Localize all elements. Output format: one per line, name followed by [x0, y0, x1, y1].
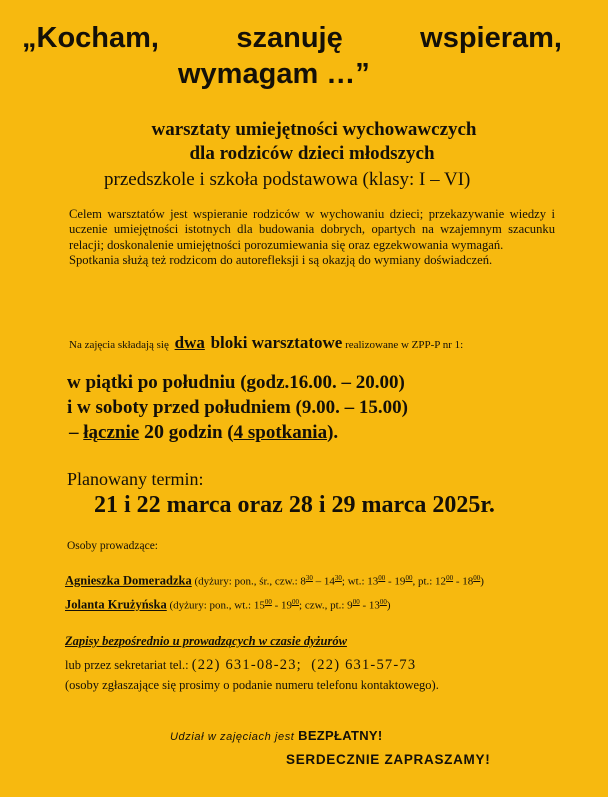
leader-1-hours: - 19 — [385, 575, 406, 588]
leader-2-name: Jolanta Krużyńska — [65, 597, 167, 612]
leader-1-hours: ) — [480, 575, 484, 588]
signup-phone-2: (22) 631-57-73 — [311, 657, 417, 673]
schedule-hours-number: 20 — [143, 421, 164, 443]
leader-2 — [65, 594, 391, 614]
leader-1-minute: 00 — [405, 574, 413, 582]
schedule-total-label: łącznie — [83, 422, 140, 443]
description-paragraph-1: Celem warsztatów jest wspieranie rodziców w wychowaniu dzieci; przekazywanie wiedzy i uczenie umiejętności istotnych dla budowania dobrych, opartych na wzajemnym szacunku relacji; doskonalenie umiejętności porozumiewania się oraz egzekwowania wymagań. — [69, 207, 555, 252]
leader-1-minute: 30 — [334, 574, 342, 582]
signup-heading: Zapisy bezpośrednio u prowadzących w czasie dyżurów — [65, 634, 347, 648]
leader-2-hours: ; czw., pt.: 9 — [299, 599, 353, 612]
subtitle-school-level: przedszkole i szkoła podstawowa (klasy: I – VI) — [104, 169, 471, 190]
schedule-hours-word: godzin ( — [163, 422, 234, 443]
leader-1-hours: (dyżury: pon., śr., czw.: 8 — [191, 575, 306, 588]
blocks-line — [69, 334, 463, 354]
schedule-saturdays: i w soboty przed południem (9.00. – 15.00) — [67, 397, 408, 418]
schedule-fridays: w piątki po południu (godz.16.00. – 20.00) — [67, 372, 405, 393]
free-badge: BEZPŁATNY! — [298, 728, 383, 743]
schedule-end: ). — [327, 422, 339, 443]
leader-1-hours: – 14 — [312, 575, 335, 588]
description — [69, 207, 555, 269]
leader-2-hours: - 13 — [359, 599, 380, 612]
leader-2-minute: 00 — [264, 598, 272, 606]
invitation: SERDECZNIE ZAPRASZAMY! — [286, 752, 491, 767]
leader-2-hours: - 19 — [271, 599, 293, 612]
title-word-wspieram: wspieram, — [420, 22, 562, 54]
leader-2-minute: 00 — [292, 598, 300, 606]
schedule-dash: – — [69, 422, 84, 443]
leader-2-minute: 00 — [352, 598, 360, 606]
leader-1-minute: 00 — [446, 574, 454, 582]
description-paragraph-2: Spotkania służą też rodzicom do autorefleksji i są okazją do wymiany doświadczeń. — [69, 253, 493, 268]
title-line-2: wymagam …” — [178, 58, 370, 90]
signup-phone-line — [65, 657, 416, 674]
leader-1-hours: ; wt.: 13 — [341, 575, 379, 588]
planned-dates: 21 i 22 marca oraz 28 i 29 marca 2025r. — [94, 492, 495, 518]
poster-title — [22, 20, 562, 92]
leader-2-hours: ) — [386, 599, 391, 612]
title-word-szanuje: szanuję — [236, 22, 343, 54]
signup-note: (osoby zgłaszające się prosimy o podanie numeru telefonu kontaktowego). — [65, 678, 439, 692]
leader-1-name: Agnieszka Domeradzka — [65, 573, 192, 588]
schedule — [67, 370, 408, 445]
leader-1-minute: 00 — [473, 574, 481, 582]
subtitle-audience: dla rodziców dzieci młodszych — [189, 143, 435, 164]
participation-line — [170, 728, 383, 743]
title-word-kocham: „Kocham, — [22, 22, 159, 54]
leader-2-hours: (dyżury: pon., wt.: 15 — [166, 599, 265, 612]
signup-phone-prefix: lub przez sekretariat tel.: — [65, 658, 192, 672]
schedule-total — [67, 420, 408, 445]
subtitle-workshops: warsztaty umiejętności wychowawczych — [151, 119, 477, 140]
planned-label: Planowany termin: — [67, 469, 204, 489]
leader-1 — [65, 570, 484, 590]
signup-phone-1: (22) 631-08-23; — [191, 657, 302, 673]
leader-1-hours: , pt.: 12 — [412, 575, 447, 588]
leaders-label: Osoby prowadzące: — [67, 540, 159, 552]
blocks-prefix: Na zajęcia składają się — [69, 339, 169, 351]
blocks-count: dwa — [174, 333, 205, 352]
leader-1-minute: 00 — [378, 574, 386, 582]
blocks-suffix: realizowane w ZPP-P nr 1: — [345, 339, 464, 351]
leader-1-hours: - 18 — [453, 575, 474, 588]
participation-text: Udział w zajęciach jest — [170, 731, 299, 743]
leader-1-minute: 30 — [305, 574, 313, 582]
schedule-meetings: 4 spotkania — [233, 422, 328, 443]
leader-2-minute: 00 — [379, 598, 387, 606]
blocks-label: bloki warsztatowe — [210, 333, 343, 352]
